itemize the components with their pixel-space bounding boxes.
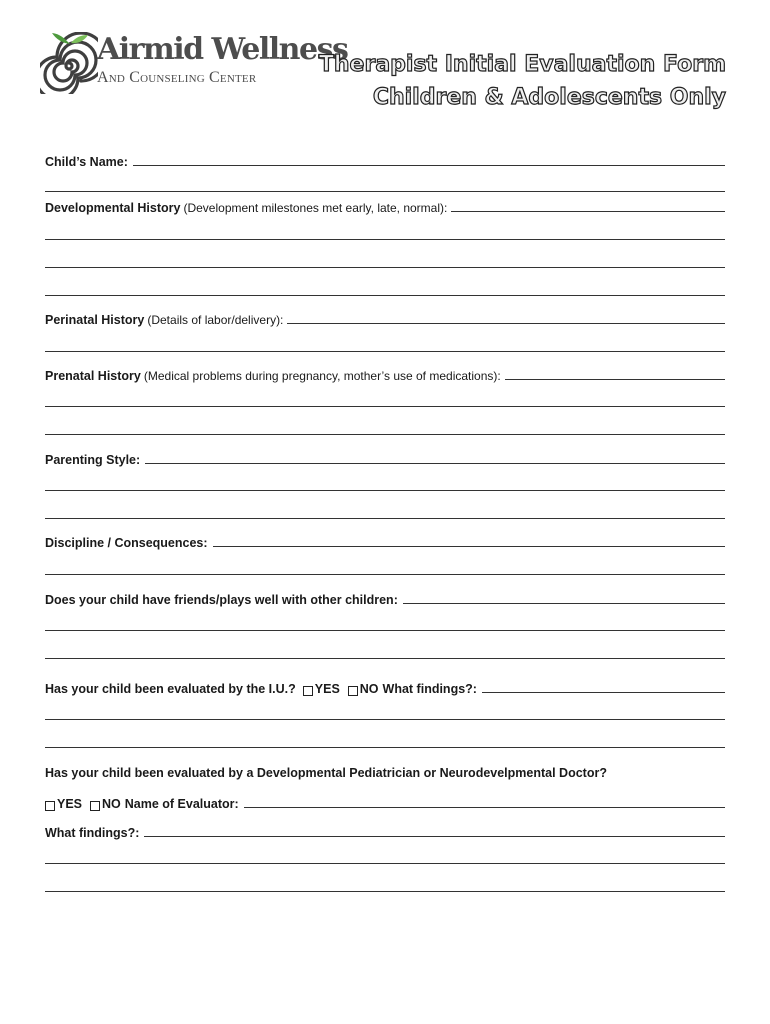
logo-name: Airmid Wellness (97, 32, 348, 67)
perinatal-history-label: Perinatal History (45, 313, 145, 327)
iu-findings-field[interactable] (482, 692, 725, 693)
perinatal-history-row (45, 307, 725, 327)
pediatrician-no-label: NO (102, 797, 121, 811)
developmental-history-hint: (Development milestones met early, late, normal): (183, 201, 448, 215)
blank-line[interactable] (45, 191, 725, 192)
pediatrician-no-checkbox[interactable] (90, 801, 100, 811)
blank-line[interactable] (45, 574, 725, 575)
blank-line[interactable] (45, 630, 725, 631)
perinatal-history-hint: (Details of labor/delivery): (147, 313, 284, 327)
spiral-leaf-logo-icon (40, 32, 98, 94)
childs-name-row (45, 149, 725, 169)
developmental-history-label: Developmental History (45, 201, 181, 215)
friends-field[interactable] (403, 603, 725, 604)
parenting-style-label: Parenting Style: (45, 453, 141, 467)
evaluator-label: Name of Evaluator: (124, 797, 239, 811)
blank-line[interactable] (45, 434, 725, 435)
prenatal-history-hint: (Medical problems during pregnancy, mother’s use of medications): (143, 369, 501, 383)
childs-name-field[interactable] (133, 165, 725, 166)
prenatal-history-label: Prenatal History (45, 369, 141, 383)
pediatrician-yes-label: YES (57, 797, 83, 811)
blank-line[interactable] (45, 406, 725, 407)
friends-row (45, 587, 725, 607)
pediatrician-evaluation-question: Has your child been evaluated by a Developmental Pediatrician or Neurodevelpmental Doctor? (45, 766, 607, 780)
discipline-field[interactable] (213, 546, 725, 547)
blank-line[interactable] (45, 239, 725, 240)
iu-no-label: NO (359, 682, 379, 696)
discipline-row (45, 530, 725, 550)
findings-row (45, 820, 725, 840)
iu-evaluation-row (45, 676, 725, 696)
blank-line[interactable] (45, 863, 725, 864)
developmental-history-row (45, 195, 725, 215)
prenatal-history-field[interactable] (505, 379, 725, 380)
blank-line[interactable] (45, 719, 725, 720)
blank-line[interactable] (45, 518, 725, 519)
blank-line[interactable] (45, 295, 725, 296)
evaluator-field[interactable] (244, 807, 725, 808)
airmid-logo (40, 30, 348, 96)
blank-line[interactable] (45, 267, 725, 268)
blank-line[interactable] (45, 351, 725, 352)
perinatal-history-field[interactable] (287, 323, 725, 324)
evaluator-row (45, 791, 725, 811)
form-subtitle: Children & Adolescents Only (372, 85, 726, 110)
iu-evaluation-question: Has your child been evaluated by the I.U.? (45, 682, 296, 696)
developmental-history-field[interactable] (451, 211, 725, 212)
childs-name-label: Child’s Name: (45, 155, 128, 169)
prenatal-history-row (45, 363, 725, 383)
parenting-style-field[interactable] (145, 463, 725, 464)
blank-line[interactable] (45, 891, 725, 892)
friends-label: Does your child have friends/plays well with other children: (45, 593, 398, 607)
form-title: Therapist Initial Evaluation Form (318, 52, 726, 77)
iu-yes-checkbox[interactable] (303, 686, 313, 696)
parenting-style-row (45, 447, 725, 467)
blank-line[interactable] (45, 490, 725, 491)
findings-field[interactable] (144, 836, 725, 837)
pediatrician-yes-checkbox[interactable] (45, 801, 55, 811)
blank-line[interactable] (45, 747, 725, 748)
iu-findings-label: What findings?: (382, 682, 477, 696)
iu-no-checkbox[interactable] (348, 686, 358, 696)
pediatrician-evaluation-row (45, 760, 725, 780)
logo-tagline: And Counseling Center (97, 69, 257, 86)
blank-line[interactable] (45, 658, 725, 659)
discipline-label: Discipline / Consequences: (45, 536, 208, 550)
findings-label: What findings?: (45, 826, 140, 840)
iu-yes-label: YES (314, 682, 340, 696)
